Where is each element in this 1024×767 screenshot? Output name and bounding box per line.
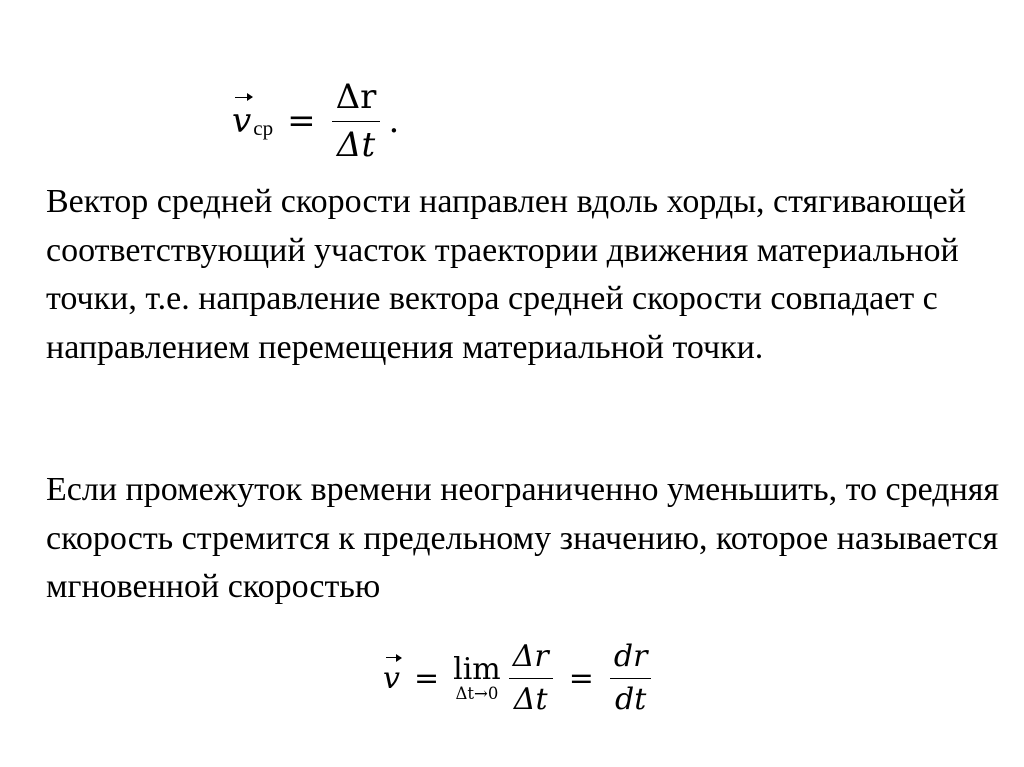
derivative-fraction xyxy=(610,638,652,718)
limit-word: lim xyxy=(453,652,501,688)
fraction-denominator: Δt xyxy=(513,681,548,717)
velocity-letter: v xyxy=(383,660,400,696)
fraction-numerator: dr xyxy=(613,639,648,674)
limit-subscript: Δt→0 xyxy=(455,684,499,704)
paragraph-instantaneous-velocity-definition: Если промежуток времени неограниченно уменьшить, то средняя скорость стремится к предельному значению, которое называется мгновенной скоростью xyxy=(46,471,1000,605)
fraction-denominator: dt xyxy=(615,681,647,717)
average-velocity-formula xyxy=(232,76,399,166)
equals-sign: = xyxy=(413,660,440,696)
fraction-bar xyxy=(332,121,381,122)
velocity-vector-symbol xyxy=(383,661,400,696)
fraction-numerator xyxy=(332,76,381,119)
displacement-over-time-fraction xyxy=(332,76,381,166)
delta-t: Δt xyxy=(336,124,376,165)
velocity-vector-symbol xyxy=(232,101,251,141)
equals-sign: = xyxy=(568,660,594,696)
fraction-denominator xyxy=(333,124,379,167)
paragraph-average-velocity-direction: Вектор средней скорости направлен вдоль хорды, стягивающей соответствующий участок траектории движения материальной точки, т.е. направление вектора средней скорости совпадает с направлением перемещения материальной точки. xyxy=(46,183,966,366)
limit-operator xyxy=(453,653,501,703)
delta-r: Δr xyxy=(335,77,377,117)
instantaneous-velocity-formula xyxy=(383,638,653,718)
average-subscript: ср xyxy=(253,115,274,140)
formula-period: . xyxy=(388,101,400,141)
velocity-letter: v xyxy=(232,101,252,141)
equals-sign: = xyxy=(287,101,316,141)
delta-fraction xyxy=(509,638,553,718)
fraction-numerator: Δr xyxy=(512,639,549,674)
fraction-bar xyxy=(509,678,553,679)
fraction-bar xyxy=(610,678,652,679)
